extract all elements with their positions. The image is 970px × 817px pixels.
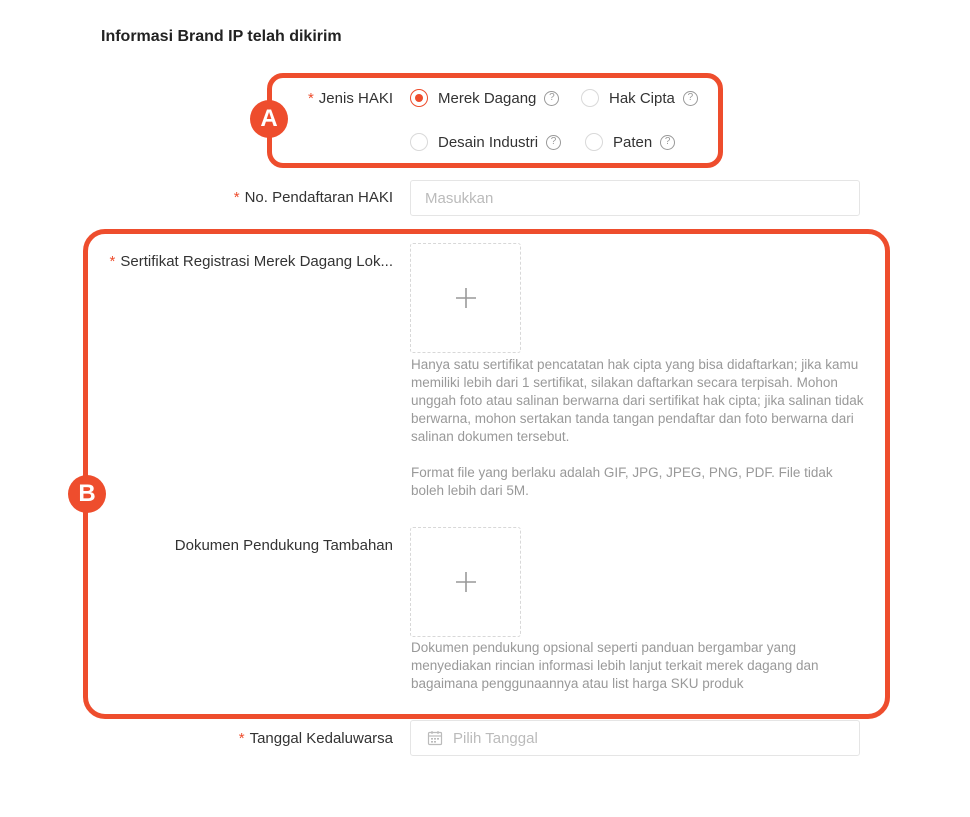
callout-a-badge: A [250,100,288,138]
required-mark: * [307,90,314,107]
jenis-haki-label-text: Jenis HAKI [318,90,393,107]
required-mark: * [238,730,245,747]
required-mark: * [109,253,116,270]
help-icon[interactable]: ? [660,135,675,150]
radio-label: Hak Cipta [609,89,675,107]
radio-label: Desain Industri [438,133,539,151]
certificate-label-text: Sertifikat Registrasi Merek Dagang Lok... [120,253,393,270]
certificate-hint: Hanya satu sertifikat pencatatan hak cipta yang bisa didaftarkan; jika kamu memiliki lebih dari 1 sertifikat, silakan daftarkan secara terpisah. Mohon unggah foto atau salinan berwarna dari sertifikat hak cipta; jika salinan tidak berwarna, mohon sertakan tanda tangan pendaftar dan foto berwarna dari salinan dokumen tersebut. [411,357,864,444]
callout-b-badge: B [68,475,106,513]
callout-b-frame [83,229,890,719]
radio-label: Merek Dagang [438,89,537,107]
certificate-format-hint: Format file yang berlaku adalah GIF, JPG, JPEG, PNG, PDF. File tidak boleh lebih dari 5M. [411,465,833,498]
expiry-placeholder: Pilih Tanggal [453,729,538,747]
help-icon[interactable]: ? [683,91,698,106]
radio-label: Paten [613,133,653,151]
calendar-icon [427,730,443,746]
supporting-docs-label: Dokumen Pendukung Tambahan [174,537,393,554]
supporting-docs-hint: Dokumen pendukung opsional seperti panduan bergambar yang menyediakan rincian informasi lebih lanjut terkait merek dagang dan bagaimana penggunaannya atau list harga SKU produk [411,640,819,691]
registration-no-input[interactable] [410,180,860,216]
required-mark: * [233,189,240,206]
help-icon[interactable]: ? [546,135,561,150]
registration-no-label-text: No. Pendaftaran HAKI [244,189,393,206]
registration-no-label [234,189,393,206]
expiry-date-picker[interactable] [410,720,860,756]
expiry-label-text: Tanggal Kedaluwarsa [249,730,393,747]
section-title: Informasi Brand IP telah dikirim [101,28,342,45]
expiry-label [239,730,393,747]
callout-a-frame [267,73,723,168]
help-icon[interactable]: ? [544,91,559,106]
